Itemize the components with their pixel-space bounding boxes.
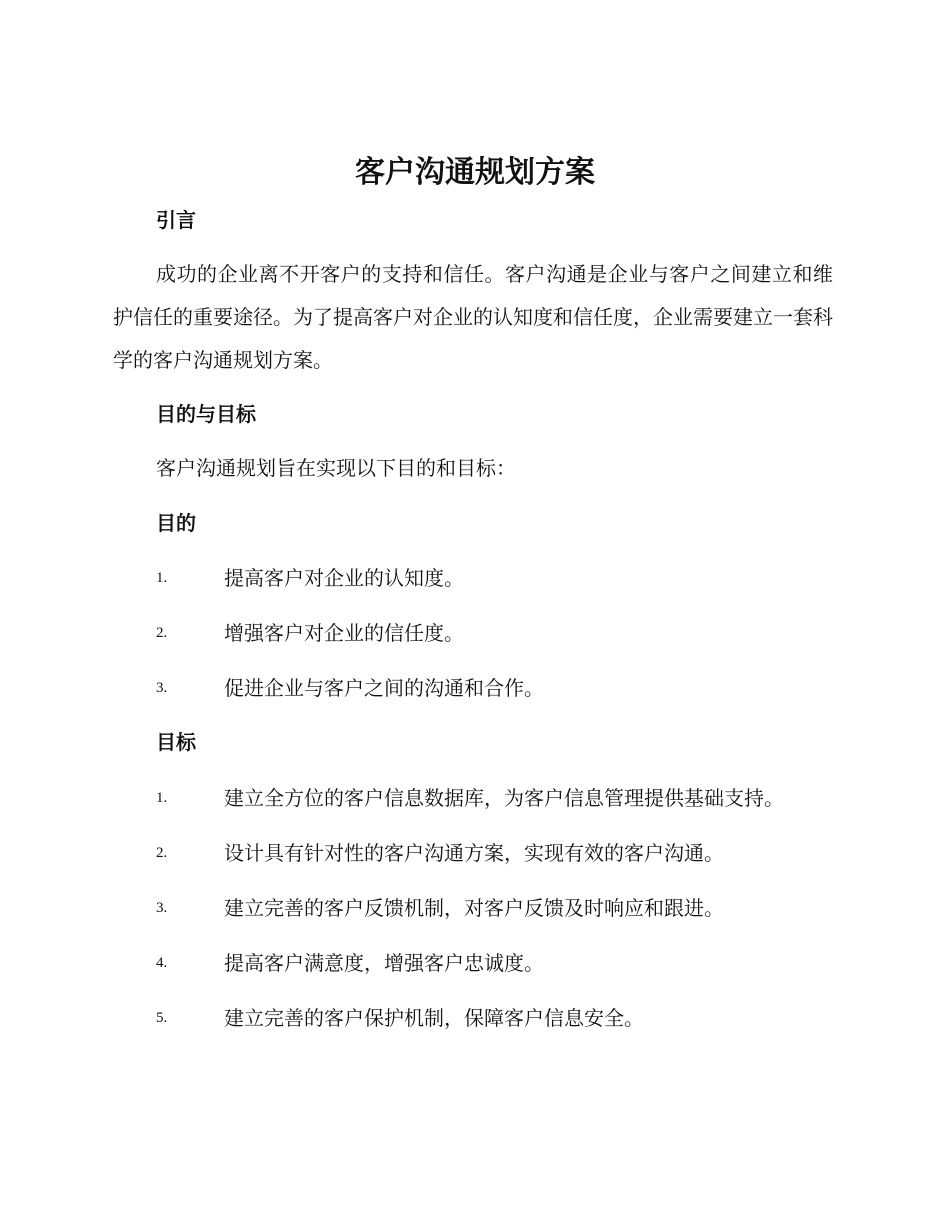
list-item-text: 建立完善的客户反馈机制，对客户反馈及时响应和跟进。	[224, 896, 724, 920]
section-heading-intro: 引言	[156, 208, 196, 232]
list-item-text: 建立全方位的客户信息数据库，为客户信息管理提供基础支持。	[224, 786, 784, 810]
intro-paragraph: 成功的企业离不开客户的支持和信任。客户沟通是企业与客户之间建立和维护信任的重要途径。为了提高客户对企业的认知度和信任度，企业需要建立一套科学的客户沟通规划方案。	[113, 262, 833, 372]
list-item-text: 提高客户满意度，增强客户忠诚度。	[224, 951, 544, 975]
list-item-number: 1.	[156, 790, 168, 806]
section-heading-purpose-goals: 目的与目标	[156, 402, 256, 426]
list-item-text: 设计具有针对性的客户沟通方案，实现有效的客户沟通。	[224, 841, 724, 865]
list-item-text: 提高客户对企业的认知度。	[224, 566, 464, 590]
list-item-text: 建立完善的客户保护机制，保障客户信息安全。	[224, 1006, 644, 1030]
list-item-number: 4.	[156, 955, 168, 971]
list-item-text: 增强客户对企业的信任度。	[224, 621, 464, 645]
list-item-number: 2.	[156, 625, 168, 641]
list-item-number: 1.	[156, 570, 168, 586]
list-item-number: 2.	[156, 845, 168, 861]
list-item-number: 3.	[156, 900, 168, 916]
section-heading-purpose: 目的	[156, 511, 196, 535]
list-item-number: 5.	[156, 1010, 168, 1026]
list-item-text: 促进企业与客户之间的沟通和合作。	[224, 676, 544, 700]
purpose-goals-lead: 客户沟通规划旨在实现以下目的和目标：	[156, 456, 516, 480]
section-heading-goals: 目标	[156, 730, 196, 754]
list-item-number: 3.	[156, 680, 168, 696]
document-title: 客户沟通规划方案	[355, 155, 595, 190]
